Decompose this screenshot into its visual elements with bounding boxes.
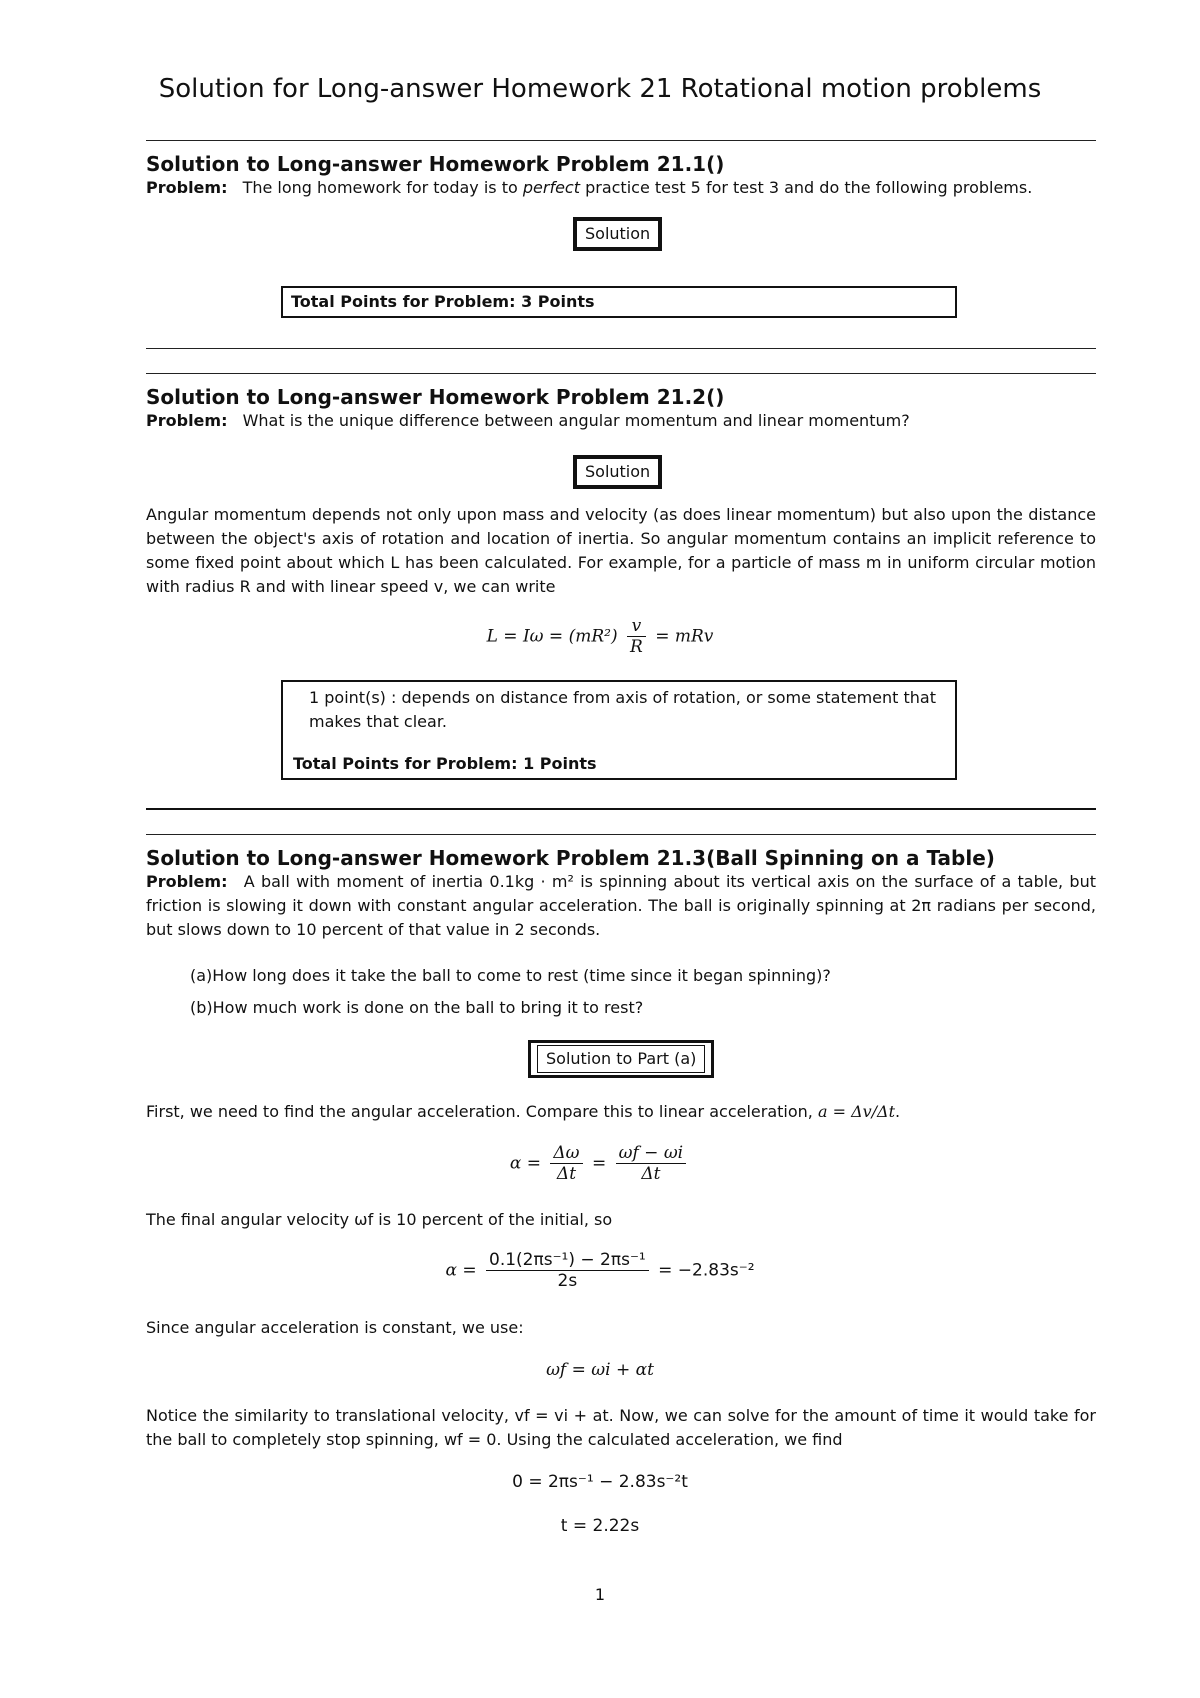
inline-math: a = Δv/Δt (817, 1102, 896, 1121)
time-result-equation: t = 2.22s (560, 1516, 640, 1536)
section-divider (146, 808, 1096, 810)
document-title: Solution for Long-answer Homework 21 Rotational motion problems (158, 74, 1042, 104)
solution-label-box (573, 455, 662, 489)
text-run: . (895, 1102, 901, 1121)
page-number: 1 (594, 1585, 606, 1604)
fraction-numerator: v (627, 616, 646, 637)
alpha-definition-equation (0, 1143, 1200, 1184)
problem-2-statement (146, 409, 1096, 433)
total-points: Total Points for Problem: 1 Points (293, 754, 597, 773)
zero-velocity-equation: 0 = 2πs⁻¹ − 2.83s⁻²t (512, 1472, 688, 1492)
problem-2-heading: Solution to Long-answer Homework Problem 21.2() (146, 385, 725, 409)
problem-label: Problem: (146, 411, 228, 430)
fraction-denominator: R (630, 637, 643, 657)
problem-2-answer-paragraph: Angular momentum depends not only upon mass and velocity (as does linear momentum) but also upon the distance between the object's axis of rotation and location of inertia. So angular momentum contains an implicit reference to some fixed point about which L has been calculated. For example, for a particle of mass m in uniform circular motion with radius R and with linear speed v, we can write (146, 505, 1096, 596)
points-box (281, 286, 957, 318)
problem-1-emphasis: perfect (522, 178, 580, 197)
total-points: Total Points for Problem: 3 Points (291, 292, 595, 311)
section-divider (146, 348, 1096, 349)
constant-accel-line: Since angular acceleration is constant, we use: (146, 1318, 524, 1337)
problem-3-text: A ball with moment of inertia 0.1kg · m² is spinning about its vertical axis on the surface of a table, but friction is slowing it down with constant angular acceleration. The ball is originally spinning at 2π radians per second, but slows down to 10 percent of that value in 2 seconds. (146, 872, 1096, 939)
section-divider (146, 373, 1096, 374)
fraction (550, 1143, 582, 1184)
fraction-denominator: 2s (557, 1271, 578, 1291)
section-divider (146, 140, 1096, 141)
similarity-paragraph: Notice the similarity to translational velocity, vf = vi + at. Now, we can solve for the amount of time it would take for the ball to completely stop spinning, wf = 0. Using the calculated acceleration, we find (146, 1406, 1096, 1449)
problem-2-section (146, 385, 1096, 433)
fraction-denominator: Δt (641, 1164, 661, 1184)
problem-label: Problem: (146, 178, 228, 197)
problem-1-statement (146, 176, 1096, 200)
problem-1-section (146, 152, 1096, 200)
part-a: (a)How long does it take the ball to come to rest (time since it began spinning)? (190, 966, 831, 985)
rubric-line: 1 point(s) : depends on distance from axis of rotation, or some statement that makes that clear. (309, 688, 936, 731)
solution-part-a-label: Solution to Part (a) (537, 1045, 705, 1073)
problem-3-section (146, 846, 1096, 942)
text-run: First, we need to find the angular acceleration. Compare this to linear acceleration, (146, 1102, 818, 1121)
fraction-numerator: Δω (550, 1143, 582, 1164)
solution-part-a-box (528, 1040, 714, 1078)
section-divider (146, 834, 1096, 835)
solution-label-box (573, 217, 662, 251)
equation-part: = −2.83s⁻² (658, 1260, 755, 1281)
alpha-value-equation (0, 1250, 1200, 1291)
equation-part: = (591, 1153, 607, 1174)
kinematics-equation: ωf = ωi + αt (546, 1360, 654, 1380)
points-box (281, 680, 957, 780)
equation-part: α = (445, 1260, 477, 1281)
problem-label: Problem: (146, 872, 228, 891)
problem-1-text: The long homework for today is to (242, 178, 523, 197)
fraction-numerator: 0.1(2πs⁻¹) − 2πs⁻¹ (486, 1250, 649, 1271)
part-b: (b)How much work is done on the ball to bring it to rest? (190, 998, 644, 1017)
problem-1-heading: Solution to Long-answer Homework Problem 21.1() (146, 152, 725, 176)
fraction (486, 1250, 649, 1291)
equation-part: α = (509, 1153, 541, 1174)
problem-1-text-end: practice test 5 for test 3 and do the following problems. (580, 178, 1033, 197)
angular-momentum-equation (0, 616, 1200, 657)
fraction-denominator: Δt (556, 1164, 577, 1184)
problem-2-text: What is the unique difference between angular momentum and linear momentum? (242, 411, 910, 430)
problem-3-heading: Solution to Long-answer Homework Problem 21.3(Ball Spinning on a Table) (146, 846, 995, 870)
problem-3-parts (190, 960, 831, 1024)
accel-intro-line (146, 1100, 1096, 1124)
final-velocity-line: The final angular velocity ωf is 10 percent of the initial, so (146, 1210, 613, 1229)
fraction (616, 1143, 687, 1184)
fraction-numerator: ωf − ωi (616, 1143, 687, 1164)
problem-3-statement (146, 870, 1096, 942)
fraction (627, 616, 646, 657)
solution-label: Solution (576, 220, 659, 248)
equation-part: = mRv (655, 626, 714, 647)
equation-part: L = Iω = (mR²) (486, 626, 618, 647)
solution-label: Solution (576, 458, 659, 486)
